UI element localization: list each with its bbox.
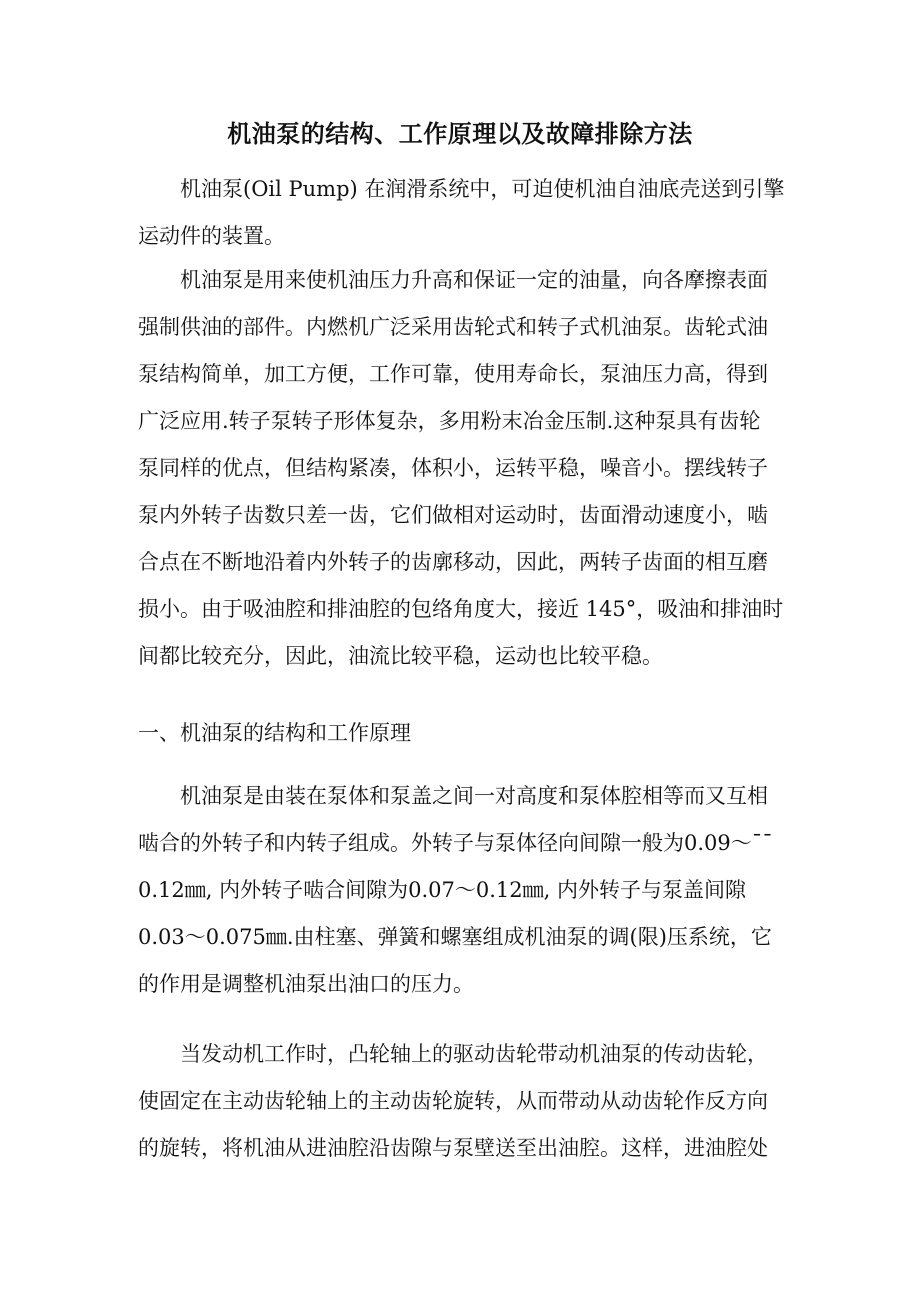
paragraph-line: 0.12㎜, 内外转子啮合间隙为0.07～0.12㎜, 内外转子与泵盖间隙 xyxy=(138,878,746,902)
paragraph-line: 损小。由于吸油腔和排油腔的包络角度大，接近 145°，吸油和排油时 xyxy=(138,597,784,621)
paragraph-line: 泵内外转子齿数只差一齿，它们做相对运动时，齿面滑动速度小，啮 xyxy=(138,503,768,527)
section-paragraph-2 xyxy=(138,1031,798,1172)
paragraph-line: 0.03～0.075㎜.由柱塞、弹簧和螺塞组成机油泵的调(限)压系统，它 xyxy=(138,925,772,949)
paragraph-line: 的旋转，将机油从进油腔沿齿隙与泵壁送至出油腔。这样，进油腔处 xyxy=(138,1136,768,1160)
paragraph-line: 使固定在主动齿轮轴上的主动齿轮旋转，从而带动从动齿轮作反方向 xyxy=(138,1089,768,1113)
paragraph-line: 合点在不断地沿着内外转子的齿廓移动，因此，两转子齿面的相互磨 xyxy=(138,550,768,574)
paragraph-line: 运动件的装置。 xyxy=(138,224,285,248)
paragraph-line: 泵结构简单，加工方便，工作可靠，使用寿命长，泵油压力高，得到 xyxy=(138,362,768,386)
paragraph-line: 机油泵是用来使机油压力升高和保证一定的油量，向各摩擦表面 xyxy=(180,268,768,292)
paragraph-line: 当发动机工作时，凸轮轴上的驱动齿轮带动机油泵的传动齿轮， xyxy=(180,1042,768,1066)
paragraph-line: 广泛应用.转子泵转子形体复杂，多用粉末冶金压制.这种泵具有齿轮 xyxy=(138,409,761,433)
paragraph-line: 强制供油的部件。内燃机广泛采用齿轮式和转子式机油泵。齿轮式油 xyxy=(138,315,768,339)
section-paragraph-1 xyxy=(138,773,798,1008)
paragraph-line: 的作用是调整机油泵出油口的压力。 xyxy=(138,972,474,996)
section-heading: 一、机油泵的结构和工作原理 xyxy=(138,721,411,745)
paragraph-line: 泵同样的优点，但结构紧凑，体积小，运转平稳，噪音小。摆线转子 xyxy=(138,456,768,480)
paragraph-line: 机油泵(Oil Pump) 在润滑系统中，可迫使机油自油底壳送到引擎 xyxy=(180,177,785,201)
document-title: 机油泵的结构、工作原理以及故障排除方法 xyxy=(227,119,693,148)
paragraph-line: 机油泵是由装在泵体和泵盖之间一对高度和泵体腔相等而又互相 xyxy=(180,784,768,808)
paragraph-line: 啮合的外转子和内转子组成。外转子与泵体径向间隙一般为0.09～¯¯ xyxy=(138,831,773,855)
intro-paragraph-2 xyxy=(138,257,798,680)
paragraph-line: 间都比较充分，因此，油流比较平稳，运动也比较平稳。 xyxy=(138,644,663,668)
intro-paragraph-1 xyxy=(138,166,798,260)
